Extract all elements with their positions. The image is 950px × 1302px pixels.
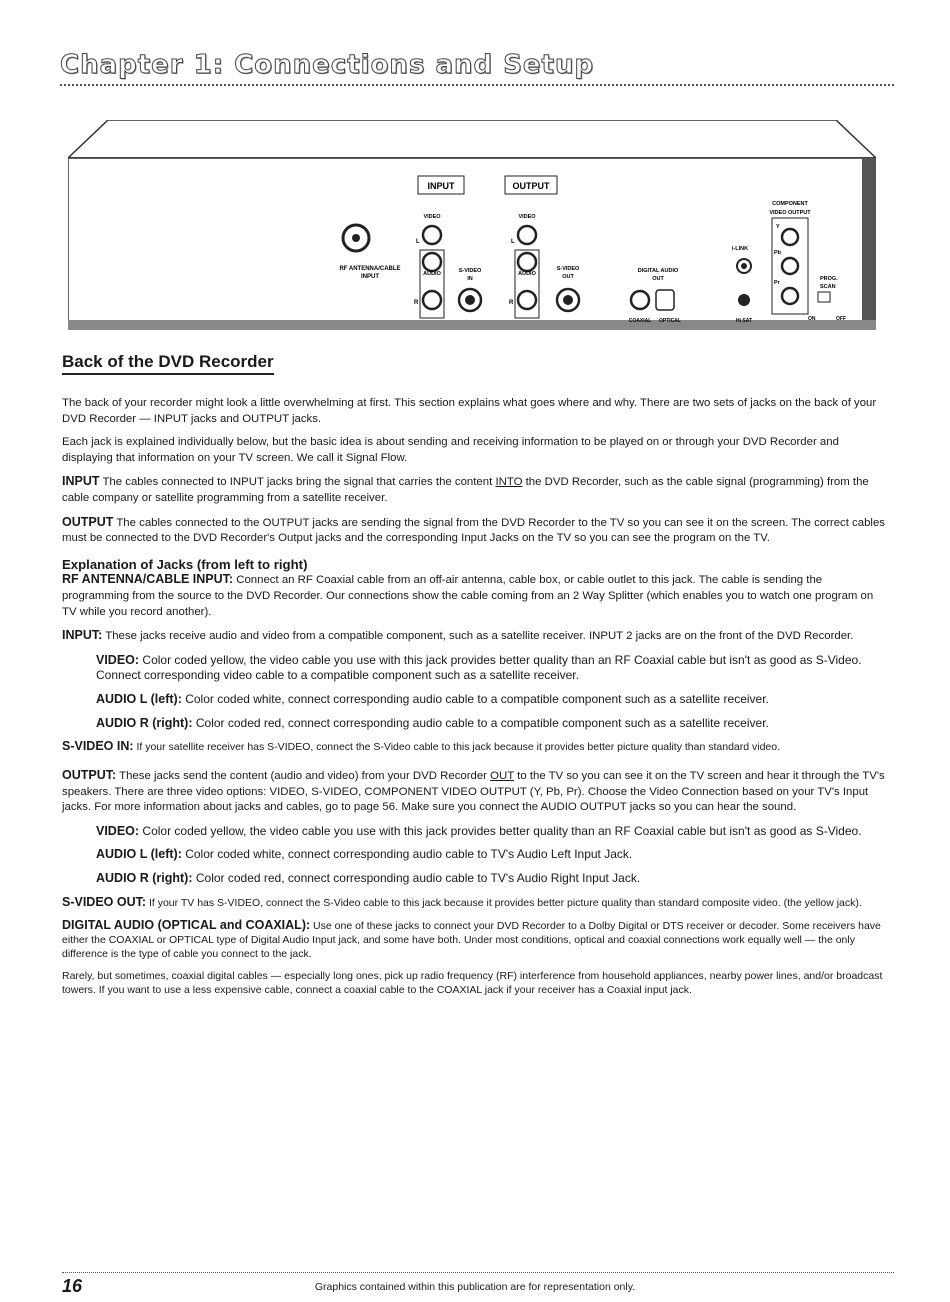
- chapter-title: Chapter 1: Connections and Setup: [60, 50, 595, 80]
- rf-input-label: INPUT: [361, 274, 379, 280]
- chapter-rule: [60, 84, 894, 86]
- panel-bottom-shade: [68, 320, 876, 330]
- input-paragraph: INPUT The cables connected to INPUT jacks bring the signal that carries the content INTO the DVD Recorder, such as the cable signal (programming) from the cable company or satellite programming from a satellite receiver.: [62, 474, 869, 504]
- footer-note: Graphics contained within this publication are for representation only.: [314, 1281, 636, 1293]
- svg-text:R: R: [414, 300, 419, 306]
- video-output-label: VIDEO OUTPUT: [769, 210, 811, 216]
- hi-sat-jack-icon: [738, 294, 750, 306]
- ilink-label: i-LINK: [731, 246, 749, 252]
- component-y-jack-icon: [782, 229, 798, 245]
- rf-paragraph: RF ANTENNA/CABLE INPUT: Connect an RF Coaxial cable from an off-air antenna, cable box, or cable outlet to this jack. The cable is sending the programming from the source to the DVD Recorder. Our connections show the cable coming from an 2 Way Splitter (which enables you to watch one program on TV while you record another).: [62, 572, 874, 618]
- component-pb-jack-icon: [782, 258, 798, 274]
- output-audio-r-jack-icon: [518, 291, 536, 309]
- output-jacks-paragraph: OUTPUT: These jacks send the content (audio and video) from your DVD Recorder OUT to the TV so you can see it on the TV screen and hear it through the TV's speakers. There are three video options: VIDEO, S-VIDEO, COMPONENT VIDEO OUTPUT (Y, Pb, Pr). Choose the Video Connection based on your TV's Input jacks. For more information about jacks and cables, go to page 56. Make sure you connect the AUDIO OUTPUT jacks so you can hear the sound.: [62, 768, 885, 814]
- panel-top-outline: [68, 120, 876, 158]
- section-title: Back of the DVD Recorder: [62, 352, 274, 375]
- svg-text:Pb: Pb: [774, 250, 782, 256]
- svideo-out-paragraph: S-VIDEO OUT: If your TV has S-VIDEO, connect the S-Video cable to this jack because it provides better picture quality than standard composite video. (the yellow jack).: [62, 894, 862, 909]
- svg-text:L: L: [511, 239, 515, 245]
- coaxial-jack-icon: [631, 291, 649, 309]
- rarely-paragraph: Rarely, but sometimes, coaxial digital cables — especially long ones, pick up radio frequency (RF) interference from household appliances, nearby power lines, and/or broadcast towers. If you want to use a less expensive cable, connect a coaxial cable to the COAXIAL jack if your receiver has a Coaxial input jack.: [62, 969, 883, 996]
- svg-text:SCAN: SCAN: [820, 284, 836, 290]
- svg-text:AUDIO: AUDIO: [518, 271, 536, 277]
- optical-jack-icon: [656, 290, 674, 310]
- output-audio-l-jack-icon: [518, 253, 536, 271]
- svg-text:AUDIO: AUDIO: [423, 271, 441, 277]
- svg-text:ON: ON: [808, 316, 816, 322]
- input-video-label: VIDEO: [423, 214, 441, 220]
- digital-audio-paragraph: DIGITAL AUDIO (OPTICAL and COAXIAL): Use one of these jacks to connect your DVD Recorder to a Dolby Digital or DTS receiver or decoder. Some receivers have either the COAXIAL or OPTICAL type of Digital Audio Input jack, and some have both. Under most conditions, optical and coaxial connections work equally well — the only difference is the type of cable you connect to the jack.: [62, 917, 881, 960]
- output-label: OUTPUT: [512, 181, 550, 191]
- dvd-recorder-back-panel-illustration: [68, 120, 876, 338]
- input-video-jack-icon: [423, 226, 441, 244]
- svg-text:VIDEO: VIDEO: [518, 214, 536, 220]
- audio-r-out-paragraph: AUDIO R (right): Color coded red, connect corresponding audio cable to TV's Audio Right Input Jack.: [96, 871, 641, 886]
- prog-scan-label: PROG.: [820, 276, 838, 282]
- svg-text:Y: Y: [776, 224, 780, 230]
- component-pr-jack-icon: [782, 288, 798, 304]
- component-label: COMPONENT: [772, 201, 808, 207]
- video-in-paragraph: VIDEO: Color coded yellow, the video cable you use with this jack provides better quality than an RF Coaxial cable but isn't as good as S-Video. Connect corresponding video cable to a compatible component such as a satellite receiver.: [96, 652, 862, 683]
- input-audio-r-jack-icon: [423, 291, 441, 309]
- footer-rule: [62, 1272, 894, 1273]
- output-paragraph: OUTPUT The cables connected to the OUTPUT jacks are sending the signal from the DVD Recorder to the TV so you can see it on the screen. The correct cables must be connected to the DVD Recorder's Output jacks and the corresponding Input Jacks on the TV so you can see the program on the TV.: [62, 514, 885, 545]
- signal-flow-paragraph: Each jack is explained individually below, but the basic idea is about sending and receiving information to be played on or through your DVD Recorder and displaying that information on your TV screen. We call it Signal Flow.: [62, 436, 839, 464]
- svg-text:L: L: [416, 239, 420, 245]
- input-label: INPUT: [427, 181, 455, 191]
- audio-l-in-paragraph: AUDIO L (left): Color coded white, connect corresponding audio cable to a compatible component such as a satellite receiver.: [96, 691, 769, 706]
- svideo-in-paragraph: S-VIDEO IN: If your satellite receiver has S-VIDEO, connect the S-Video cable to this jack because it provides better picture quality than standard video.: [62, 739, 781, 754]
- svg-text:OUT: OUT: [562, 274, 574, 280]
- audio-l-out-paragraph: AUDIO L (left): Color coded white, connect corresponding audio cable to TV's Audio Left Input Jack.: [96, 847, 633, 862]
- svideo-out-label: S-VIDEO: [556, 266, 580, 272]
- digital-audio-label: DIGITAL AUDIO: [637, 268, 679, 274]
- rf-antenna-label: RF ANTENNA/CABLE: [339, 266, 401, 272]
- svg-text:IN: IN: [467, 276, 473, 282]
- page-number: 16: [62, 1276, 83, 1296]
- intro-paragraph: The back of your recorder might look a little overwhelming at first. This section explains what goes where and why. There are two sets of jacks on the back of your DVD Recorder — INPUT jacks and OUTPUT jacks.: [62, 397, 877, 425]
- panel-side-shade: [862, 158, 876, 328]
- svg-text:OUT: OUT: [652, 276, 664, 282]
- output-video-jack-icon: [518, 226, 536, 244]
- audio-r-in-paragraph: AUDIO R (right): Color coded red, connect corresponding audio cable to a compatible component such as a satellite receiver.: [96, 715, 769, 730]
- svideo-in-label: S-VIDEO: [458, 268, 482, 274]
- input-audio-l-jack-icon: [423, 253, 441, 271]
- explanation-heading: Explanation of Jacks (from left to right): [62, 556, 308, 572]
- body-text: [62, 396, 888, 1005]
- svg-text:Hi SAT: Hi SAT: [735, 318, 753, 324]
- svg-text:OPTICAL: OPTICAL: [659, 318, 681, 324]
- svg-text:OFF: OFF: [836, 316, 846, 322]
- svg-text:COAXIAL: COAXIAL: [628, 318, 652, 324]
- video-out-paragraph: VIDEO: Color coded yellow, the video cable you use with this jack provides better quality than an RF Coaxial cable but isn't as good as S-Video.: [96, 823, 862, 838]
- input-jacks-paragraph: INPUT: These jacks receive audio and video from a compatible component, such as a satellite receiver. INPUT 2 jacks are on the front of the DVD Recorder.: [62, 628, 854, 643]
- svg-text:R: R: [509, 300, 514, 306]
- prog-scan-switch-icon: [818, 292, 830, 302]
- svg-text:Pr: Pr: [774, 280, 780, 286]
